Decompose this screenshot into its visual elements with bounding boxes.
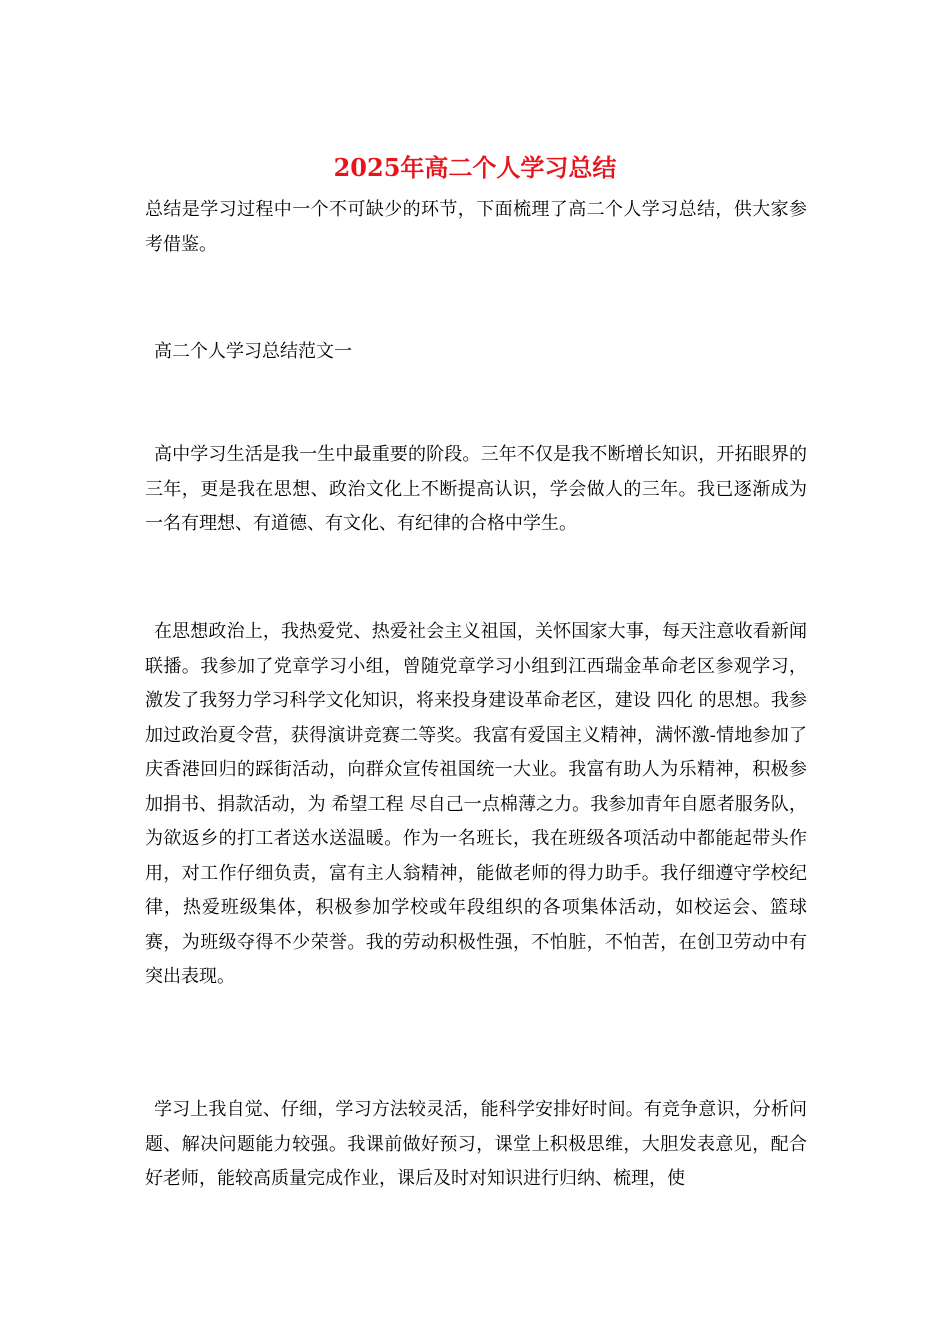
body-paragraph: 在思想政治上，我热爱党、热爱社会主义祖国，关怀国家大事，每天注意收看新闻联播。我参加了党章学习小组，曾随党章学习小组到江西瑞金革命老区参观学习，激发了我努力学习科学文化知识，将来投身建设革命老区，建设 四化 的思想。我参加过政治夏令营，获得演讲竞赛二等奖。我富有爱国主义精神，满怀激-情地参加了庆香港回归的踩街活动，向群众宣传祖国统一大业。我富有助人为乐精神，积极参加捐书、捐款活动，为 希望工程 尽自己一点棉薄之力。我参加青年自愿者服务队，为欲返乡的打工者送水送温暖。作为一名班长，我在班级各项活动中都能起带头作用，对工作仔细负责，富有主人翁精神，能做老师的得力助手。我仔细遵守学校纪律，热爱班级集体，积极参加学校或年段组织的各项集体活动，如校运会、篮球赛，为班级夺得不少荣誉。我的劳动积极性强，不怕脏，不怕苦，在创卫劳动中有突出表现。 <box>145 621 807 987</box>
intro-paragraph: 总结是学习过程中一个不可缺少的环节，下面梳理了高二个人学习总结，供大家参考借鉴。 <box>145 199 807 255</box>
section-heading: 高二个人学习总结范文一 <box>154 341 352 362</box>
document-title: 2025年高二个人学习总结 <box>333 153 617 182</box>
body-paragraph: 高中学习生活是我一生中最重要的阶段。三年不仅是我不断增长知识，开拓眼界的三年，更是我在思想、政治文化上不断提高认识，学会做人的三年。我已逐渐成为一名有理想、有道德、有文化、有纪律的合格中学生。 <box>145 444 807 534</box>
body-paragraph: 学习上我自觉、仔细，学习方法较灵活，能科学安排好时间。有竞争意识，分析问题、解决问题能力较强。我课前做好预习，课堂上积极思维，大胆发表意见，配合好老师，能较高质量完成作业，课后及时对知识进行归纳、梳理，使 <box>145 1099 807 1189</box>
